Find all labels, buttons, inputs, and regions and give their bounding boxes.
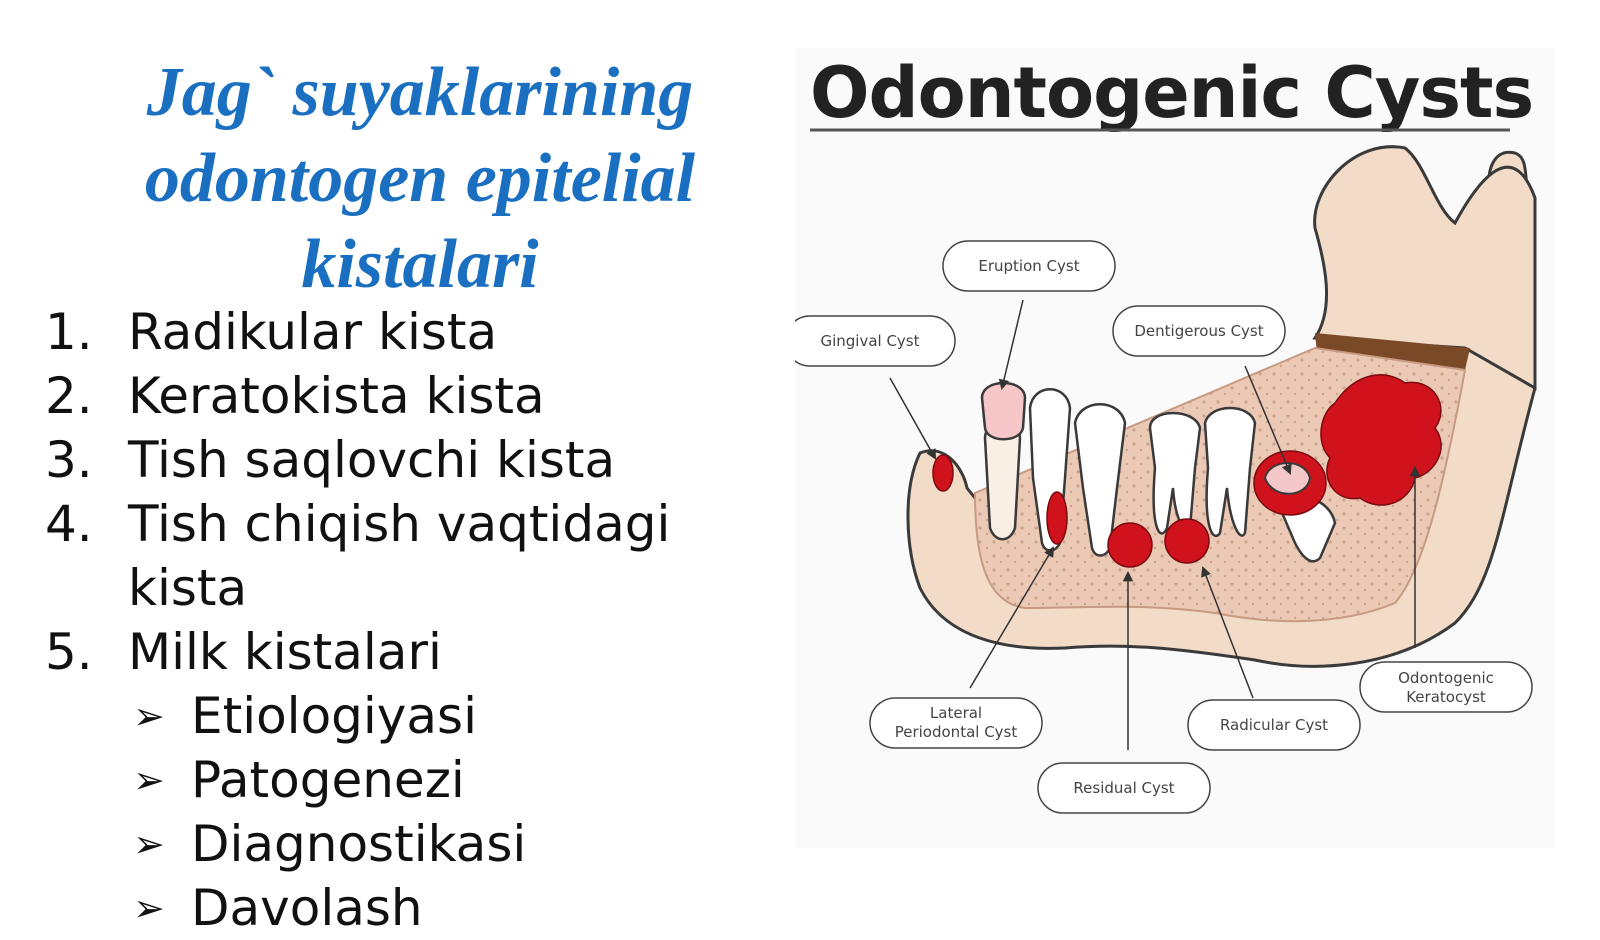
svg-text:Lateral: Lateral (929, 704, 983, 722)
sub-list-item (133, 684, 745, 748)
residual-cyst-mark (1108, 523, 1152, 567)
list-number: 4. (45, 495, 93, 553)
list-item-text: Tish chiqish vaqtidagi kista (128, 495, 671, 617)
sub-item-text: Patogenezi (191, 751, 465, 809)
sub-list-item (133, 876, 745, 940)
sub-list-item (133, 812, 745, 876)
list-item-text: Keratokista kista (128, 367, 545, 425)
odontogenic-cysts-figure (795, 48, 1555, 848)
label-lateral-periodontal-cyst (870, 698, 1042, 748)
leader-line (890, 378, 935, 458)
list-number: 3. (45, 431, 93, 489)
sub-item-text: Etiologiyasi (191, 687, 477, 745)
list-number: 1. (45, 303, 93, 361)
label-radicular-cyst (1188, 700, 1360, 750)
cyst-type-list (45, 300, 745, 940)
list-item (45, 300, 745, 364)
svg-text:Radicular Cyst: Radicular Cyst (1219, 716, 1329, 734)
list-item (45, 620, 745, 940)
list-item-text: Radikular kista (128, 303, 498, 361)
figure-title: Odontogenic Cysts (810, 52, 1534, 134)
sub-item-text: Davolash (191, 879, 423, 937)
jaw-diagram (795, 48, 1555, 848)
sub-list-item (133, 748, 745, 812)
list-item (45, 492, 745, 620)
list-item (45, 428, 745, 492)
arrow-bullet-icon: ➢ (133, 758, 165, 802)
slide-title: Jag` suyaklarining odontogen epitelial kistalari (144, 54, 696, 303)
leader-line (1002, 300, 1023, 388)
list-item-text: Tish saqlovchi kista (128, 431, 616, 489)
arrow-bullet-icon: ➢ (133, 694, 165, 738)
list-item-text: Milk kistalari (128, 623, 442, 681)
radicular-cyst-mark (1165, 519, 1209, 563)
label-dentigerous-cyst (1113, 306, 1285, 356)
svg-text:Residual Cyst: Residual Cyst (1073, 779, 1175, 797)
list-item (45, 364, 745, 428)
svg-text:Keratocyst: Keratocyst (1406, 688, 1486, 706)
sub-item-text: Diagnostikasi (191, 815, 527, 873)
svg-text:Periodontal Cyst: Periodontal Cyst (894, 723, 1018, 741)
list-number: 2. (45, 367, 93, 425)
label-residual-cyst (1038, 763, 1210, 813)
sub-topic-list (133, 684, 745, 940)
label-eruption-cyst (943, 241, 1115, 291)
svg-text:Gingival Cyst: Gingival Cyst (820, 332, 920, 350)
label-gingival-cyst (795, 316, 955, 366)
arrow-bullet-icon: ➢ (133, 822, 165, 866)
arrow-bullet-icon: ➢ (133, 886, 165, 930)
list-number: 5. (45, 623, 93, 681)
svg-text:Odontogenic: Odontogenic (1398, 669, 1494, 687)
label-odontogenic-keratocyst (1360, 662, 1532, 712)
gingival-cyst-mark (933, 455, 953, 491)
lateral-periodontal-cyst-mark (1047, 492, 1067, 544)
svg-text:Dentigerous Cyst: Dentigerous Cyst (1134, 322, 1264, 340)
svg-text:Eruption Cyst: Eruption Cyst (978, 257, 1080, 275)
